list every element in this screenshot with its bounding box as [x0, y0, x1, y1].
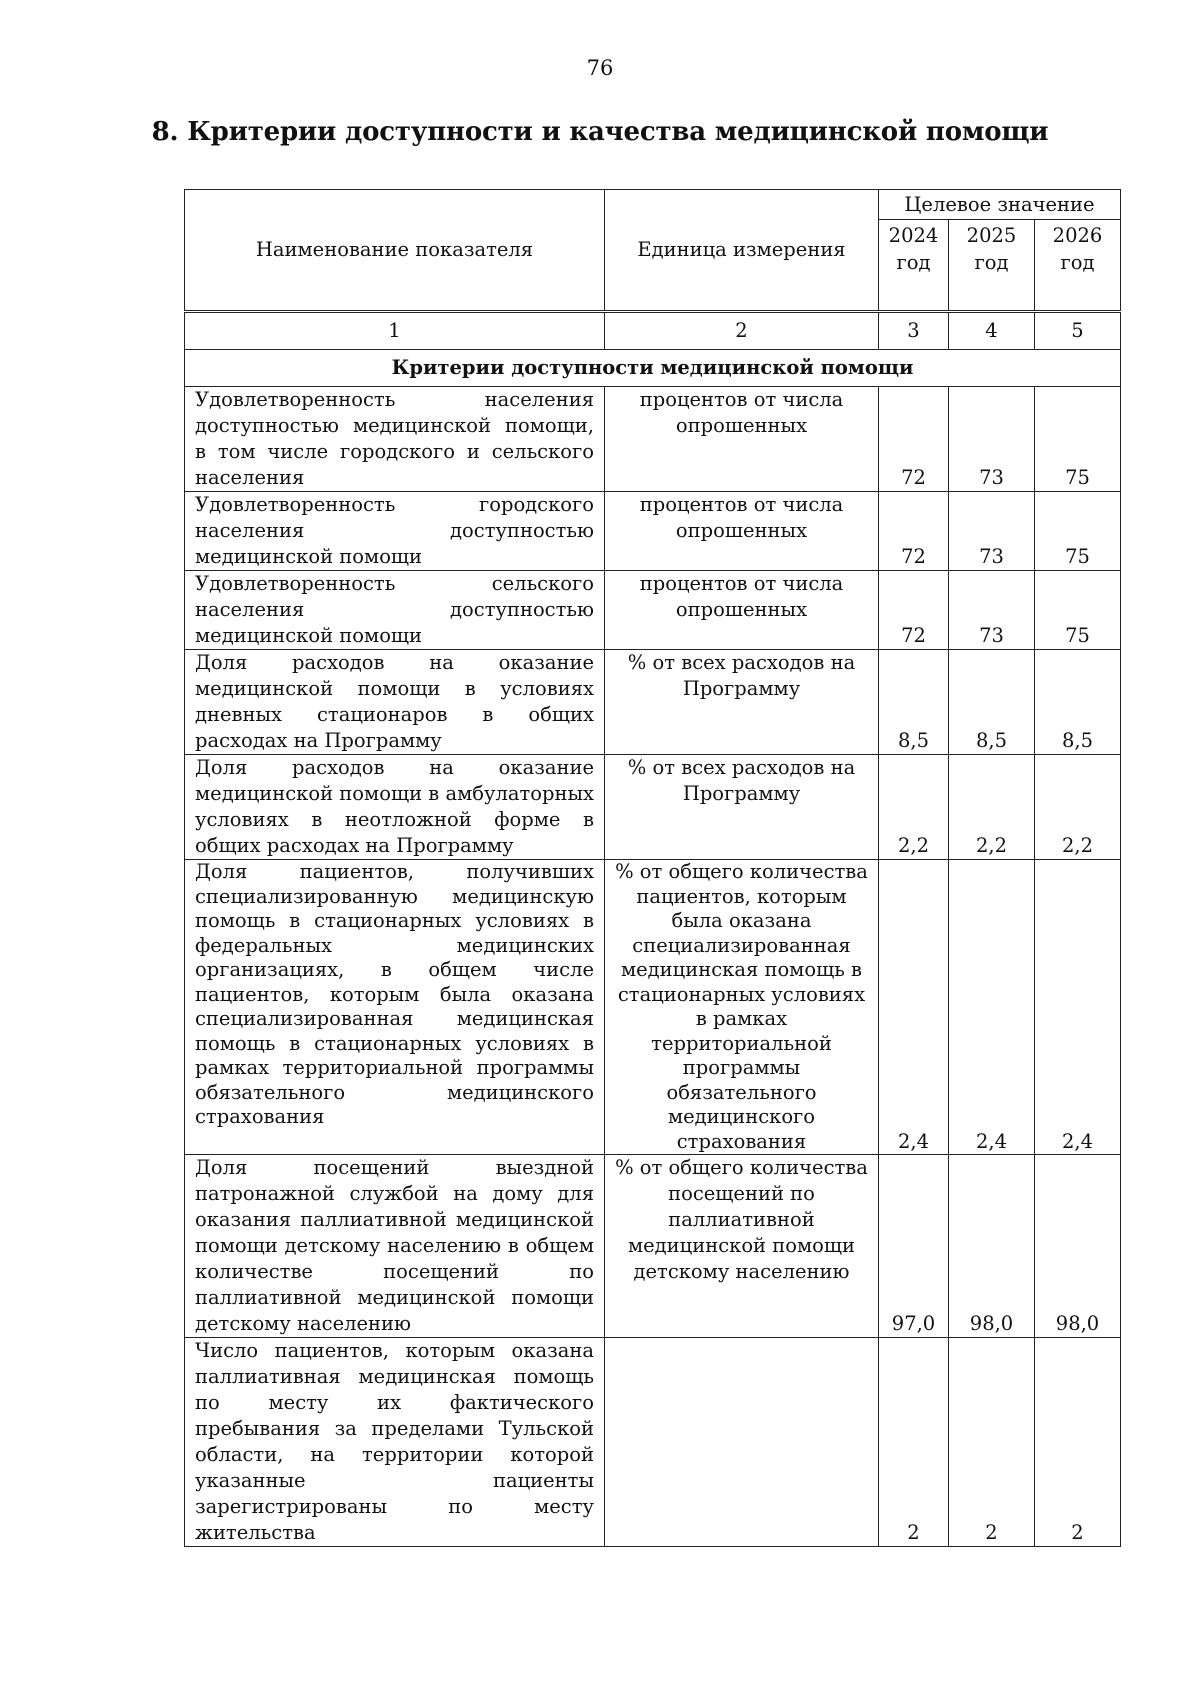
year-number: 2026	[1052, 224, 1103, 247]
year-unit: год	[974, 251, 1009, 274]
column-number: 2	[605, 313, 879, 350]
indicator-name: Удовлетворенность городского населения доступностью медицинской помощи	[185, 492, 605, 571]
column-number: 3	[879, 313, 949, 350]
indicator-name: Доля пациентов, получивших специализированную медицинскую помощь в стационарных условиях в федеральных медицинских организациях, в общем числе пациентов, которым была оказана специализированная медицинская помощь в стационарных условиях в рамках территориальной программы обязательного медицинского страхования	[185, 860, 605, 1155]
indicator-unit: процентов от числа опрошенных	[605, 492, 879, 571]
value-2025: 73	[949, 492, 1035, 571]
indicator-unit: % от всех расходов на Программу	[605, 650, 879, 755]
indicator-name: Доля расходов на оказание медицинской помощи в амбулаторных условиях в неотложной форме в общих расходах на Программу	[185, 755, 605, 860]
value-2026: 75	[1035, 571, 1121, 650]
indicator-name: Число пациентов, которым оказана паллиативная медицинская помощь по месту их фактического пребывания за пределами Тульской области, на территории которой указанные пациенты зарегистрированы по месту жительства	[185, 1338, 605, 1547]
header-indicator-name: Наименование показателя	[185, 190, 605, 311]
value-2026: 2	[1035, 1338, 1121, 1547]
column-number: 1	[185, 313, 605, 350]
indicator-name: Доля расходов на оказание медицинской помощи в условиях дневных стационаров в общих расходах на Программу	[185, 650, 605, 755]
value-2026: 2,4	[1035, 860, 1121, 1155]
table-row	[185, 1338, 1121, 1547]
value-2026: 8,5	[1035, 650, 1121, 755]
value-2026: 75	[1035, 492, 1121, 571]
value-2025: 2,4	[949, 860, 1035, 1155]
value-2024: 97,0	[879, 1155, 949, 1338]
table-row	[185, 492, 1121, 571]
page-title: 8. Критерии доступности и качества медицинской помощи	[151, 117, 1049, 147]
value-2026: 75	[1035, 387, 1121, 492]
year-unit: год	[896, 251, 931, 274]
value-2025: 98,0	[949, 1155, 1035, 1338]
table-row	[185, 387, 1121, 492]
table-row	[185, 650, 1121, 755]
header-year-2025	[949, 220, 1035, 311]
value-2024: 8,5	[879, 650, 949, 755]
value-2025: 2	[949, 1338, 1035, 1547]
indicator-name: Удовлетворенность сельского населения доступностью медицинской помощи	[185, 571, 605, 650]
criteria-table	[184, 312, 1121, 1547]
header-target-value: Целевое значение	[879, 190, 1121, 220]
value-2024: 2,4	[879, 860, 949, 1155]
value-2025: 8,5	[949, 650, 1035, 755]
column-number-row	[185, 313, 1121, 350]
indicator-unit: процентов от числа опрошенных	[605, 571, 879, 650]
value-2024: 72	[879, 571, 949, 650]
value-2025: 73	[949, 571, 1035, 650]
table-header	[184, 189, 1121, 311]
indicator-name: Удовлетворенность населения доступностью медицинской помощи, в том числе городского и сельского населения	[185, 387, 605, 492]
column-number: 4	[949, 313, 1035, 350]
year-number: 2024	[888, 224, 939, 247]
value-2024: 2,2	[879, 755, 949, 860]
year-number: 2025	[966, 224, 1017, 247]
value-2025: 73	[949, 387, 1035, 492]
section-row	[185, 350, 1121, 387]
value-2024: 72	[879, 387, 949, 492]
indicator-unit: % от всех расходов на Программу	[605, 755, 879, 860]
column-number: 5	[1035, 313, 1121, 350]
value-2026: 2,2	[1035, 755, 1121, 860]
header-year-2024	[879, 220, 949, 311]
page-number: 76	[586, 56, 614, 80]
value-2025: 2,2	[949, 755, 1035, 860]
indicator-unit: % от общего количества пациентов, которым была оказана специализированная медицинская помощь в стационарных условиях в рамках территориальной программы обязательного медицинского страхования	[605, 860, 879, 1155]
value-2026: 98,0	[1035, 1155, 1121, 1338]
indicator-unit	[605, 1338, 879, 1547]
table-row	[185, 860, 1121, 1155]
table-row	[185, 1155, 1121, 1338]
value-2024: 2	[879, 1338, 949, 1547]
value-2024: 72	[879, 492, 949, 571]
year-unit: год	[1060, 251, 1095, 274]
header-year-2026	[1035, 220, 1121, 311]
header-unit: Единица измерения	[605, 190, 879, 311]
indicator-unit: процентов от числа опрошенных	[605, 387, 879, 492]
indicator-name: Доля посещений выездной патронажной службой на дому для оказания паллиативной медицинской помощи детскому населению в общем количестве посещений по паллиативной медицинской помощи детскому населению	[185, 1155, 605, 1338]
section-title: Критерии доступности медицинской помощи	[185, 350, 1121, 387]
table-row	[185, 571, 1121, 650]
table-row	[185, 755, 1121, 860]
indicator-unit: % от общего количества посещений по паллиативной медицинской помощи детскому населению	[605, 1155, 879, 1338]
